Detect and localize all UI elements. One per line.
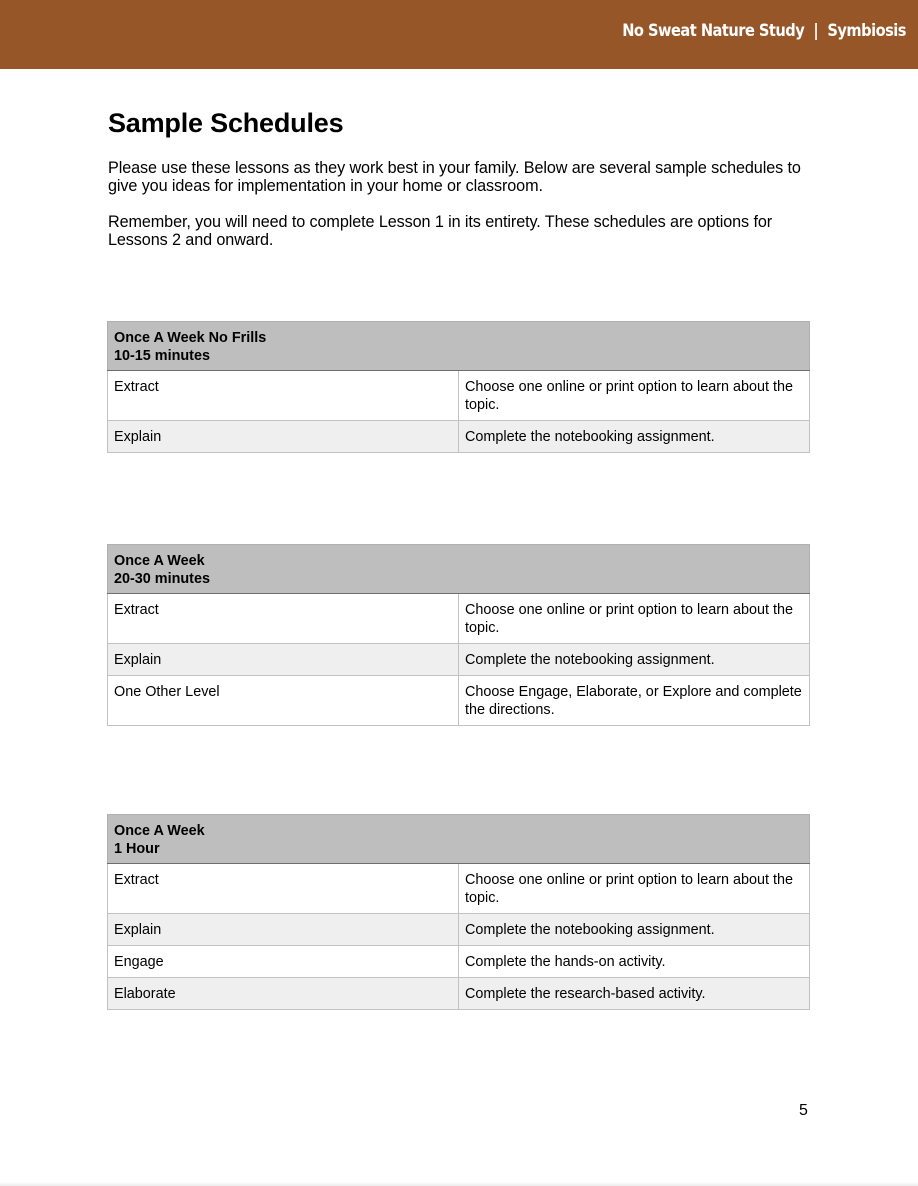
page-title: Sample Schedules xyxy=(108,108,344,138)
page-bottom-edge xyxy=(0,1182,918,1186)
schedule-title: Once A Week xyxy=(114,823,205,839)
table-row xyxy=(108,371,810,421)
step-cell: One Other Level xyxy=(108,676,459,726)
reminder-paragraph: Remember, you will need to complete Lesson 1 in its entirety. These schedules are options for Lessons 2 and onward. xyxy=(108,213,773,249)
schedule-title: Once A Week No Frills xyxy=(114,330,267,346)
schedule-header xyxy=(108,322,810,371)
table-row xyxy=(108,676,810,726)
description-cell: Complete the notebooking assignment. xyxy=(459,421,810,453)
header-title: No Sweat Nature Study | Symbiosis xyxy=(622,21,906,41)
step-cell: Elaborate xyxy=(108,978,459,1010)
schedule-table-20-30-minutes xyxy=(107,544,810,726)
description-cell: Choose Engage, Elaborate, or Explore and complete the directions. xyxy=(459,676,810,726)
schedule-table-no-frills xyxy=(107,321,810,453)
step-cell: Extract xyxy=(108,594,459,644)
description-cell: Complete the notebooking assignment. xyxy=(459,914,810,946)
table-row xyxy=(108,914,810,946)
description-cell: Complete the notebooking assignment. xyxy=(459,644,810,676)
description-cell: Complete the hands-on activity. xyxy=(459,946,810,978)
step-cell: Explain xyxy=(108,644,459,676)
intro-paragraph: Please use these lessons as they work best in your family. Below are several sample schedules to give you ideas for implementation in your home or classroom. xyxy=(108,159,801,195)
step-cell: Explain xyxy=(108,421,459,453)
schedule-table-1-hour xyxy=(107,814,810,1010)
table-row xyxy=(108,594,810,644)
schedule-duration: 1 Hour xyxy=(114,841,160,857)
header-band xyxy=(0,0,918,69)
schedule-header xyxy=(108,815,810,864)
schedule-duration: 20-30 minutes xyxy=(114,571,210,587)
table-row xyxy=(108,946,810,978)
description-cell: Choose one online or print option to learn about the topic. xyxy=(459,371,810,421)
description-cell: Choose one online or print option to learn about the topic. xyxy=(459,864,810,914)
schedule-duration: 10-15 minutes xyxy=(114,348,210,364)
step-cell: Extract xyxy=(108,371,459,421)
description-cell: Complete the research-based activity. xyxy=(459,978,810,1010)
step-cell: Extract xyxy=(108,864,459,914)
table-row xyxy=(108,978,810,1010)
schedule-header xyxy=(108,545,810,594)
step-cell: Engage xyxy=(108,946,459,978)
page-number: 5 xyxy=(799,1102,808,1119)
table-row xyxy=(108,644,810,676)
description-cell: Choose one online or print option to learn about the topic. xyxy=(459,594,810,644)
table-row xyxy=(108,421,810,453)
table-row xyxy=(108,864,810,914)
step-cell: Explain xyxy=(108,914,459,946)
schedule-title: Once A Week xyxy=(114,553,205,569)
